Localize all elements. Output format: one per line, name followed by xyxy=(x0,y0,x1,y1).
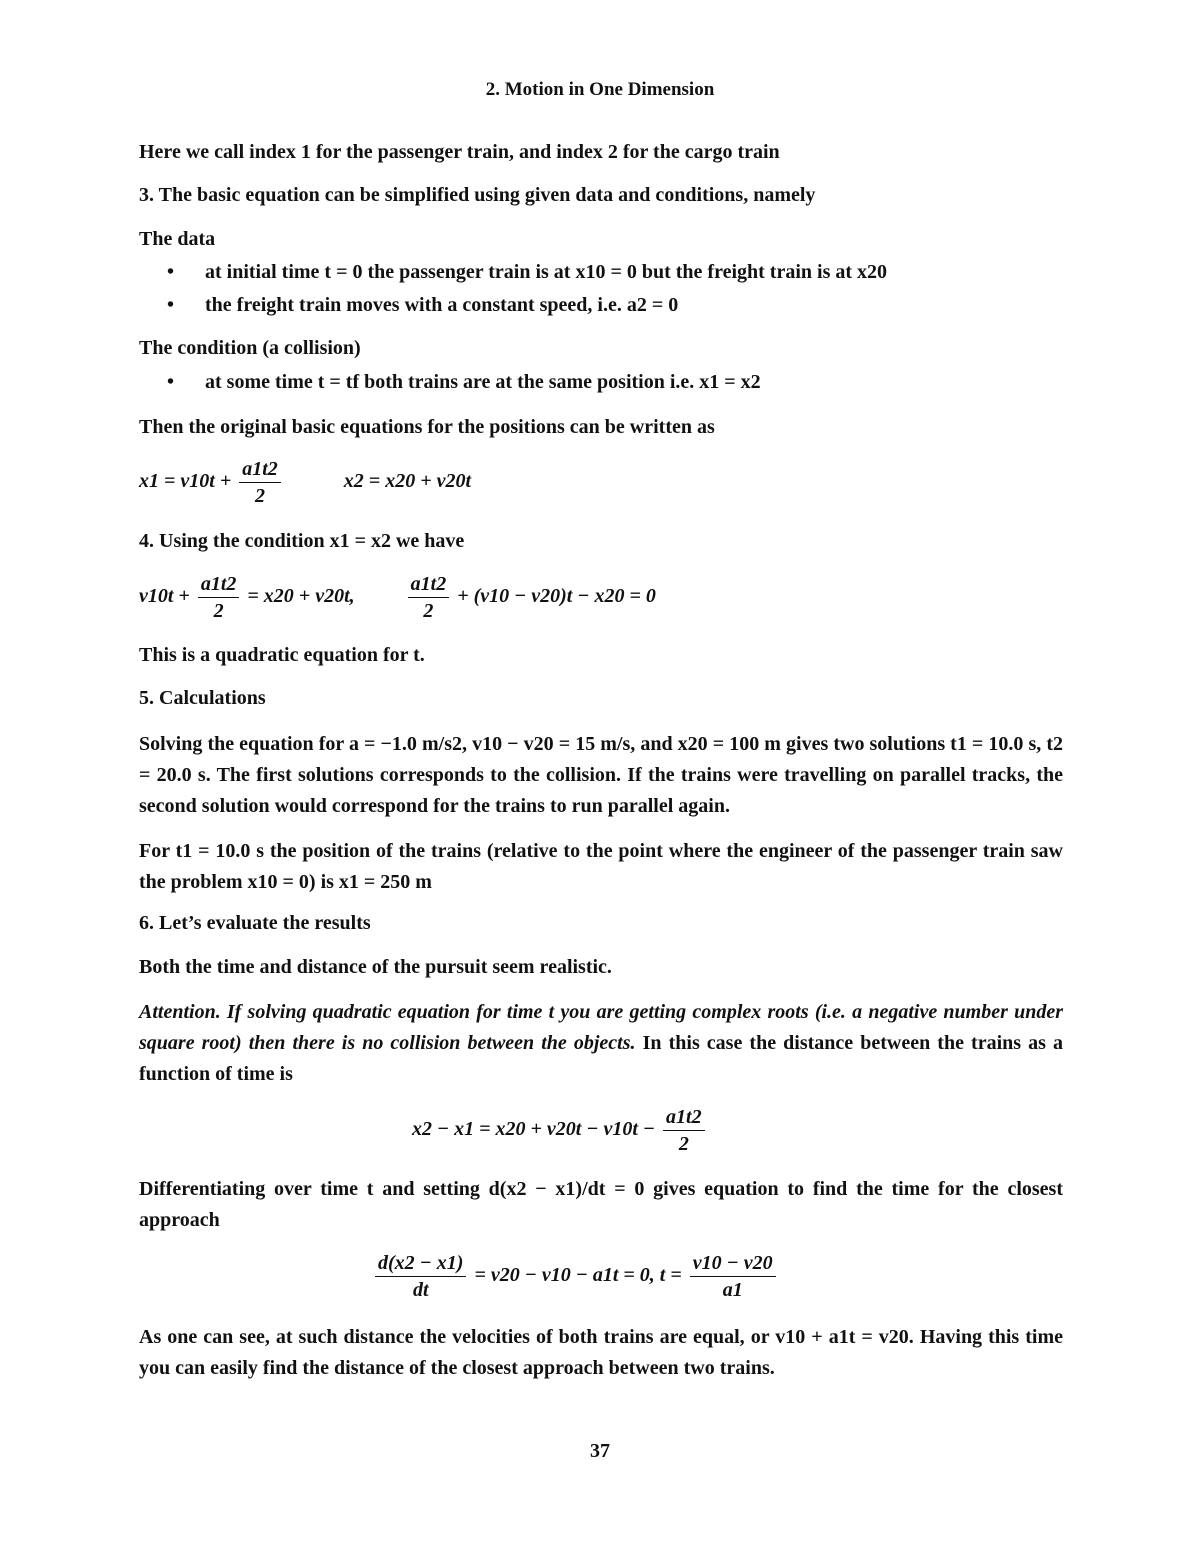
eq4-middle: = v20 − v10 − a1t = 0, t = xyxy=(474,1264,682,1287)
eq3-fraction xyxy=(663,1104,705,1157)
eq2-numerator: a1t2 xyxy=(198,571,240,598)
step-4-heading: 4. Using the condition x1 = x2 we have xyxy=(139,530,465,552)
final-paragraph: As one can see, at such distance the velocities of both trains are equal, or v10 + a1t = v20. Having this time you can easily find the distance of the closest approach between two trains. xyxy=(139,1326,1063,1379)
paragraph-index: Here we call index 1 for the passenger train, and index 2 for the cargo train xyxy=(139,141,780,163)
bullet-collision: at some time t = tf both trains are at the same position i.e. x1 = x2 xyxy=(205,371,761,393)
bullet-constant-speed: the freight train moves with a constant speed, i.e. a2 = 0 xyxy=(205,294,679,316)
eq3-denominator: 2 xyxy=(678,1133,689,1155)
eq2-part-c: + (v10 − v20)t − x20 = 0 xyxy=(457,585,656,608)
quadratic-paragraph: This is a quadratic equation for t. xyxy=(139,644,425,666)
eq4-numerator-2: v10 − v20 xyxy=(690,1250,776,1277)
attention-italic-text: Attention. If solving quadratic equation for time t you are getting complex roots (i.e. a negative number under square root) then there is no collision between the objects. xyxy=(139,1001,1063,1054)
condition-label: The condition (a collision) xyxy=(139,337,361,359)
page-header: 2. Motion in One Dimension xyxy=(485,79,715,100)
eq3-numerator: a1t2 xyxy=(663,1104,705,1131)
eq2-fraction xyxy=(198,571,240,624)
bullet-icon: • xyxy=(167,294,175,316)
step-6-heading: 6. Let’s evaluate the results xyxy=(139,912,371,934)
eq1-numerator: a1t2 xyxy=(239,456,281,483)
eq1-denominator: 2 xyxy=(255,485,266,507)
eq1-right: x2 = x20 + v20t xyxy=(343,470,472,493)
step-3-heading: 3. The basic equation can be simplified using given data and conditions, namely xyxy=(139,184,816,206)
eq4-fraction xyxy=(375,1250,466,1303)
equation-closest-approach xyxy=(372,1250,779,1303)
eq2-denominator: 2 xyxy=(213,600,224,622)
differentiating-paragraph: Differentiating over time t and setting d(x2 − x1)/dt = 0 gives equation to find the time for the closest approach xyxy=(139,1178,1063,1231)
solving-paragraph: Solving the equation for a = −1.0 m/s2, v10 − v20 = 15 m/s, and x20 = 100 m gives two solutions t1 = 10.0 s, t2 = 20.0 s. The first solutions corresponds to the collision. If the trains were travelling on parallel tracks, the second solution would correspond for the trains to run parallel again. xyxy=(139,733,1063,817)
eq4-numerator: d(x2 − x1) xyxy=(375,1250,466,1277)
then-paragraph: Then the original basic equations for the positions can be written as xyxy=(139,416,715,438)
eq4-denominator-2: a1 xyxy=(722,1279,743,1301)
equation-distance xyxy=(412,1104,708,1157)
attention-rest-text: In this case the distance between the trains as a function of time is xyxy=(139,1032,1063,1085)
bullet-icon: • xyxy=(167,371,175,393)
step-5-heading: 5. Calculations xyxy=(139,687,266,709)
equation-positions xyxy=(139,456,471,509)
eq2-part-a: v10t + xyxy=(139,585,190,608)
eq2-part-b: = x20 + v20t, xyxy=(247,585,355,608)
data-label: The data xyxy=(139,228,216,250)
both-paragraph: Both the time and distance of the pursuit seem realistic. xyxy=(139,956,612,978)
bullet-initial-time: at initial time t = 0 the passenger train is at x10 = 0 but the freight train is at x20 xyxy=(205,261,888,283)
bullet-icon: • xyxy=(167,261,175,283)
equation-condition xyxy=(139,571,656,624)
eq4-denominator: dt xyxy=(412,1279,429,1301)
eq3-left: x2 − x1 = x20 + v20t − v10t − xyxy=(412,1118,656,1141)
eq1-fraction xyxy=(239,456,281,509)
eq2-fraction-2 xyxy=(408,571,450,624)
eq2-numerator-2: a1t2 xyxy=(408,571,450,598)
attention-paragraph xyxy=(139,997,1063,1090)
eq1-left: x1 = v10t + xyxy=(139,470,232,493)
eq2-denominator-2: 2 xyxy=(423,600,434,622)
for-t1-paragraph: For t1 = 10.0 s the position of the trains (relative to the point where the engineer of the passenger train saw the problem x10 = 0) is x1 = 250 m xyxy=(139,840,1063,893)
eq4-fraction-2 xyxy=(690,1250,776,1303)
page-number: 37 xyxy=(590,1440,610,1462)
